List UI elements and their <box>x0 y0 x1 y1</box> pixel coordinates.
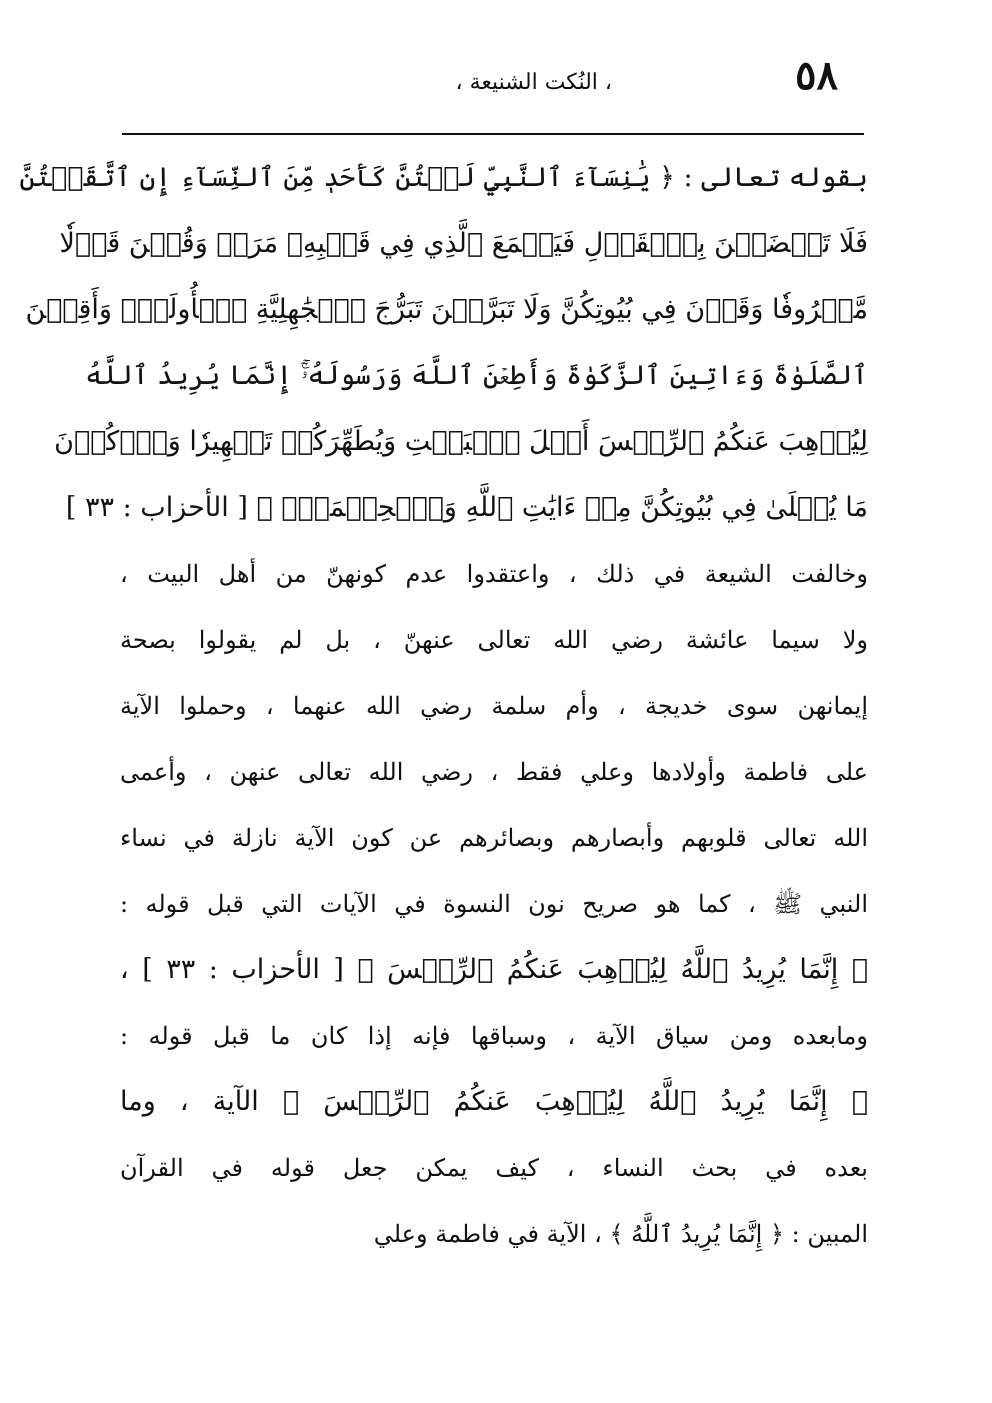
text-line: إيمانهن سوى خديجة ، وأم سلمة رضي الله عنهما ، وحملوا الآية <box>120 692 868 720</box>
text-line: ولا سيما عائشة رضي الله تعالى عنهنّ ، بل لم يقولوا بصحة <box>120 626 868 654</box>
text-line: ٱلصَّلَوٰةَ وَءَاتِينَ ٱلزَّكَوٰةَ وَأَطِعۡنَ ٱللَّهَ وَرَسُولَهُۥٓۚ إِنَّمَا يُرِيدُ ٱللَّهُ <box>85 360 868 391</box>
body-text <box>19 145 868 1267</box>
text-line: بقوله تعالى : ﴿ يَٰنِسَآءَ ٱلنَّبِيِّ لَسۡتُنَّ كَأَحَدٖ مِّنَ ٱلنِّسَآءِ إِنِ ٱتَّقَيۡتُنَّ <box>19 162 868 193</box>
text-line: ﴿ إِنَّمَا يُرِيدُ ٱللَّهُ لِيُذۡهِبَ عَنكُمُ ٱلرِّجۡسَ ﴾ الآية ، وما <box>120 1086 868 1117</box>
page-number: ٥٨ <box>795 52 838 99</box>
text-line: الله تعالى قلوبهم وأبصارهم وبصائرهم عن كون الآية نازلة في نساء <box>120 824 868 852</box>
text-line: ومابعده ومن سياق الآية ، وسباقها فإنه إذا كان ما قبل قوله : <box>120 1022 868 1050</box>
text-line: بعده في بحث النساء ، كيف يمكن جعل قوله في القرآن <box>120 1154 868 1182</box>
text-line: فَلَا تَخۡضَعۡنَ بِٱلۡقَوۡلِ فَيَطۡمَعَ ٱلَّذِي فِي قَلۡبِهِۦ مَرَضٞ وَقُلۡنَ قَوۡلٗا <box>59 228 868 259</box>
text-line: وخالفت الشيعة في ذلك ، واعتقدوا عدم كونهنّ من أهل البيت ، <box>120 560 868 588</box>
text-line: ﴿ إِنَّمَا يُرِيدُ ٱللَّهُ لِيُذۡهِبَ عَنكُمُ ٱلرِّجۡسَ ﴾ [ الأحزاب : ٣٣ ] ، <box>120 954 868 985</box>
text-line: لِيُذۡهِبَ عَنكُمُ ٱلرِّجۡسَ أَهۡلَ ٱلۡبَيۡتِ وَيُطَهِّرَكُمۡ تَطۡهِيرٗا وَٱذۡكُرۡنَ <box>54 426 868 457</box>
text-line: مَا يُتۡلَىٰ فِي بُيُوتِكُنَّ مِنۡ ءَايَٰتِ ٱللَّهِ وَٱلۡحِكۡمَةِۚ ﴾ [ الأحزاب : ٣٣ ] <box>65 492 868 523</box>
text-line: على فاطمة وأولادها وعلي فقط ، رضي الله تعالى عنهن ، وأعمى <box>120 758 868 786</box>
header-divider <box>122 133 864 135</box>
running-title: ، النُكت الشنيعة ، <box>455 70 612 95</box>
text-line: المبين : ﴿ إِنَّمَا يُرِيدُ ٱللَّهُ ﴾ ، الآية في فاطمة وعلي <box>373 1220 868 1248</box>
text-line: مَّعۡرُوفٗا وَقَرۡنَ فِي بُيُوتِكُنَّ وَلَا تَبَرَّجۡنَ تَبَرُّجَ ٱلۡجَٰهِلِيَّةِ ٱلۡأُولَىٰۖ وَأَقِمۡنَ <box>25 294 868 325</box>
text-line: النبي ﷺ ، كما هو صريح نون النسوة في الآيات التي قبل قوله : <box>120 890 868 918</box>
